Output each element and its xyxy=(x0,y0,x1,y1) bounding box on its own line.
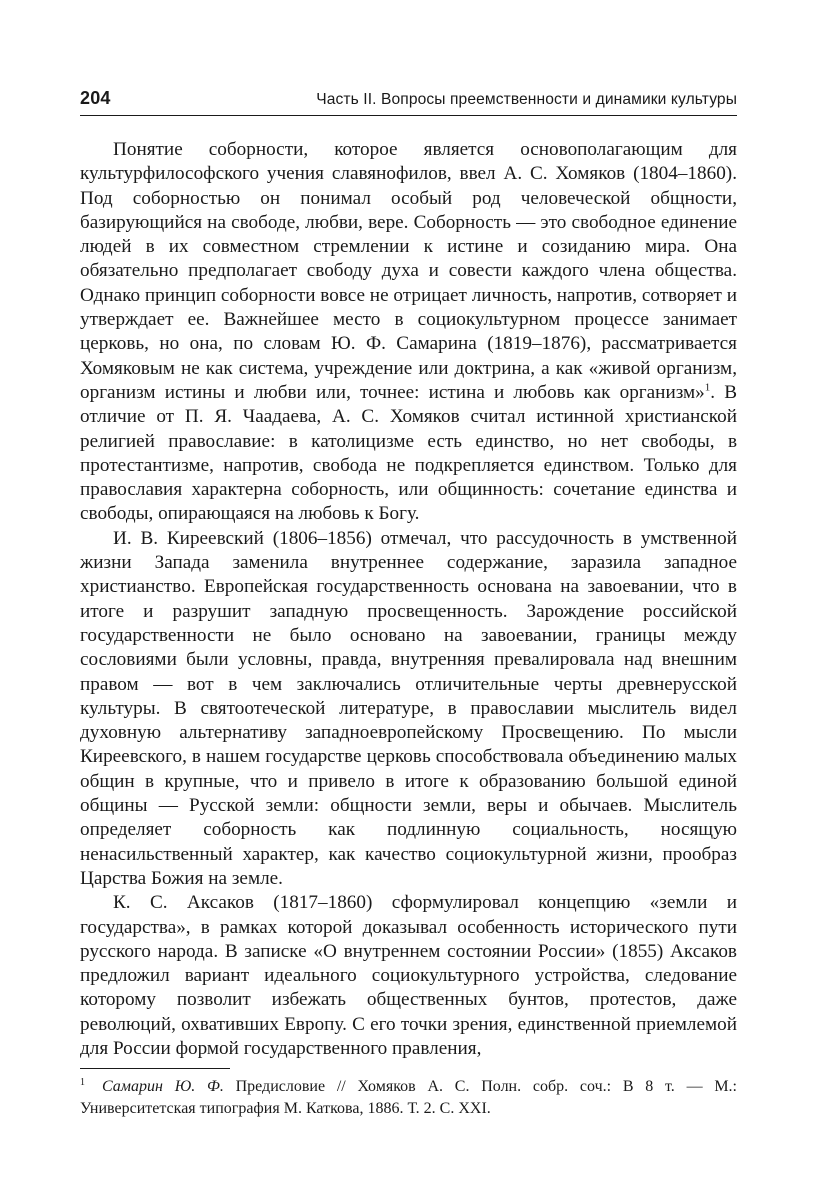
running-title: Часть II. Вопросы преемственности и динамики культуры xyxy=(316,91,737,108)
page-number: 204 xyxy=(80,88,111,108)
footnote-divider xyxy=(80,1068,230,1069)
paragraph-3: К. С. Аксаков (1817–1860) сформулировал концепцию «земли и государства», в рамках которой доказывал особенность исторического пути русского народа. В записке «О внутреннем состоянии России» (1855) Аксаков предложил вариант идеального социокультурного устройства, следование которому позволит избежать общественных бунтов, протестов, даже революций, охвативших Европу. С его точки зрения, единственной приемлемой для России формой государственного правления, xyxy=(80,892,737,1059)
footnote-reference: 1 xyxy=(704,381,711,394)
paragraph-1-text-continued: . В отличие от П. Я. Чаадаева, А. С. Хомяков считал истинной христианской религией православие: в католицизме есть единство, но нет свободы, в протестантизме, напротив, свобода не подкрепляется единством. Только для православия характерна соборность, или общинность: сочетание единства и свободы, опирающаяся на любовь к Богу. xyxy=(80,381,737,525)
footnote-text: Предисловие // Хомяков А. С. Полн. собр. соч.: В 8 т. — М.: Университетская типография М. Каткова, 1886. Т. 2. С. XXI. xyxy=(80,1078,738,1117)
body-text xyxy=(80,138,737,1061)
paragraph-1 xyxy=(80,138,737,527)
paragraph-1-text: Понятие соборности, которое является основополагающим для культурфилософского учения славянофилов, ввел А. С. Хомяков (1804–1860). Под соборностью он понимал особый род человеческой общности, базирующийся на свободе, любви, вере. Соборность — это свободное единение людей в их совместном стремлении к истине и созиданию мира. Она обязательно предполагает свободу духа и совести каждого члена общества. Однако принцип соборности вовсе не отрицает личность, напротив, сотворяет и утверждает ее. Важнейшее место в социокультурном процессе занимает церковь, но она, по словам Ю. Ф. Самарина (1819–1876), рассматривается Хомяковым не как система, учреждение или доктрина, а как «живой организм, организм истины и любви или, точнее: истина и любовь как организм» xyxy=(80,139,737,403)
paragraph-2: И. В. Киреевский (1806–1856) отмечал, что рассудочность в умственной жизни Запада заменила внутреннее содержание, заразила западное христианство. Европейская государственность основана на завоевании, что в итоге и разрушит западную просвещенность. Зарождение российской государственности не было основано на завоевании, границы между сословиями были условны, правда, внутренняя превалировала над внешним правом — вот в чем заключались отличительные черты древнерусской культуры. В святоотеческой литературе, в православии мыслитель видел духовную альтернативу западноевропейскому Просвещению. По мысли Киреевского, в нашем государстве церковь способствовала объединению малых общин в крупные, что и привело в итоге к образованию большой единой общины — Русской земли: общности земли, веры и обычаев. Мыслитель определяет соборность как подлинную социальность, носящую ненасильственный характер, как качество социокультурной жизни, прообраз Царства Божия на земле. xyxy=(80,527,737,889)
footnote: 1 Самарин Ю. Ф. Предисловие // Хомяков А. С. Полн. собр. соч.: В 8 т. — М.: Университетская типография М. Каткова, 1886. Т. 2. С. XXI. xyxy=(80,1076,738,1117)
running-head xyxy=(80,88,737,116)
footnote-author: Самарин Ю. Ф. xyxy=(102,1078,224,1095)
page xyxy=(80,88,737,1061)
